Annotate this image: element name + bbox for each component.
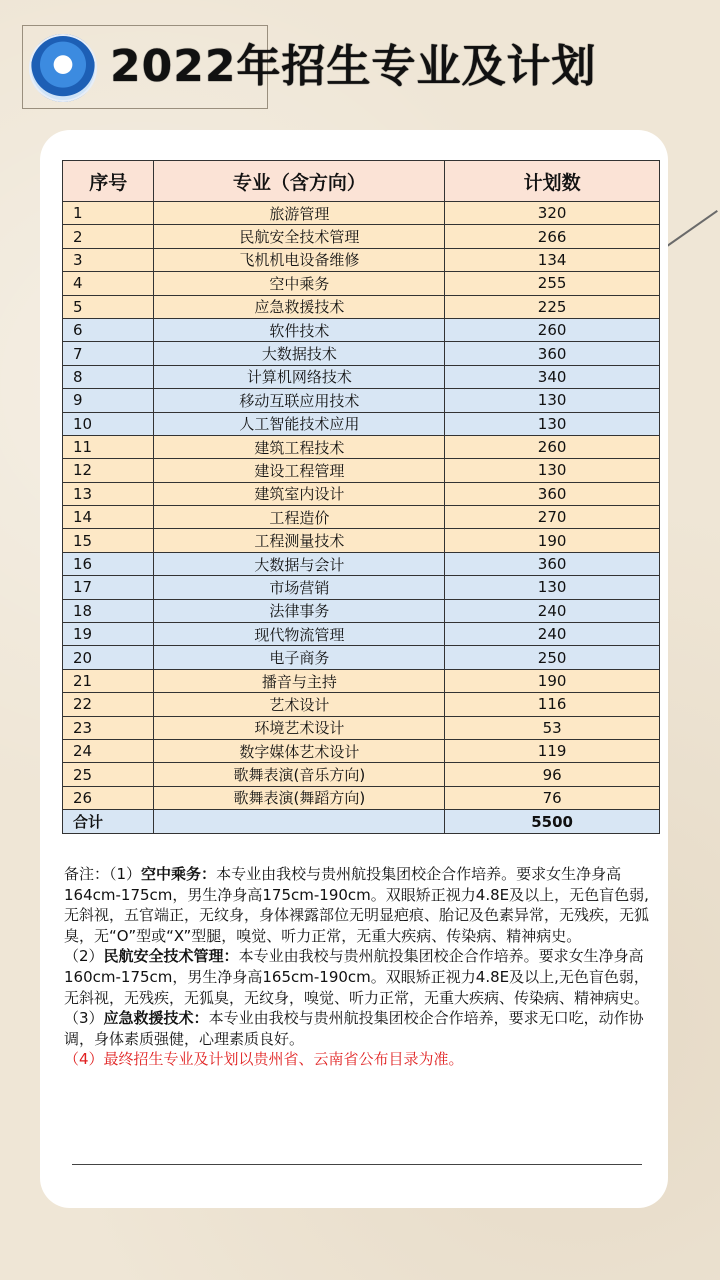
note-1-text: 本专业由我校与贵州航投集团校企合作培养。要求女生净身高164cm-175cm，男生净身高175cm-190cm。双眼矫正视力4.8E及以上，无色盲色弱,无斜视，五官端正，无纹身，身体裸露部位无明显疤痕、胎记及色素异常，无残疾，无狐臭，无“O”型或“X”型腿，嗅觉、听力正常，无重大疾病、传染病、精神病史。 [64,865,650,945]
row-major-name: 歌舞表演(舞蹈方向) [154,786,445,809]
row-number: 7 [63,342,154,365]
table-row [63,272,660,295]
row-number: 17 [63,576,154,599]
note-1-title: 空中乘务： [141,865,217,883]
table-row [63,295,660,318]
header-plan-count: 计划数 [445,161,660,202]
row-plan-count: 250 [445,646,660,669]
row-plan-count: 266 [445,225,660,248]
row-number: 24 [63,739,154,762]
note-3-title: 应急救援技术： [103,1009,209,1028]
row-major-name: 市场营销 [154,576,445,599]
row-plan-count: 130 [445,412,660,435]
header-major: 专业（含方向） [154,161,445,202]
row-number: 16 [63,552,154,575]
row-number: 18 [63,599,154,622]
table-row [63,739,660,762]
notes-section [64,864,660,1070]
table-row [63,342,660,365]
table-row [63,389,660,412]
row-number: 14 [63,506,154,529]
row-plan-count: 240 [445,599,660,622]
row-plan-count: 360 [445,342,660,365]
table-row [63,202,660,225]
note-2-title: 民航安全技术管理： [103,947,239,966]
table-row [63,576,660,599]
note-2 [64,946,660,1008]
row-major-name: 工程测量技术 [154,529,445,552]
school-logo [29,34,97,102]
table-row [63,412,660,435]
row-plan-count: 270 [445,506,660,529]
row-plan-count: 225 [445,295,660,318]
note-3-text: 本专业由我校与贵州航投集团校企合作培养，要求无口吃，动作协调，身体素质强健，心理素质良好。 [64,1009,644,1048]
total-value: 5500 [445,810,660,834]
table-body [63,202,660,810]
row-major-name: 建筑工程技术 [154,435,445,458]
table-row [63,763,660,786]
row-major-name: 播音与主持 [154,669,445,692]
row-plan-count: 240 [445,623,660,646]
total-empty-cell [154,810,445,834]
row-major-name: 大数据技术 [154,342,445,365]
row-major-name: 工程造价 [154,506,445,529]
row-number: 9 [63,389,154,412]
total-label: 合计 [63,810,154,834]
row-major-name: 艺术设计 [154,693,445,716]
note-3 [64,1008,660,1049]
page-title: 2022年招生专业及计划 [110,41,597,92]
row-number: 1 [63,202,154,225]
row-number: 21 [63,669,154,692]
row-plan-count: 360 [445,482,660,505]
header-number: 序号 [63,161,154,202]
row-major-name: 环境艺术设计 [154,716,445,739]
row-plan-count: 76 [445,786,660,809]
row-plan-count: 260 [445,318,660,341]
row-major-name: 移动互联应用技术 [154,389,445,412]
row-plan-count: 119 [445,739,660,762]
row-plan-count: 130 [445,576,660,599]
row-major-name: 民航安全技术管理 [154,225,445,248]
row-number: 12 [63,459,154,482]
row-number: 19 [63,623,154,646]
row-major-name: 建筑室内设计 [154,482,445,505]
row-plan-count: 96 [445,763,660,786]
row-number: 10 [63,412,154,435]
row-number: 23 [63,716,154,739]
row-number: 13 [63,482,154,505]
table-row [63,435,660,458]
row-number: 25 [63,763,154,786]
note-1 [64,864,660,946]
row-major-name: 软件技术 [154,318,445,341]
note-3-prefix: （3） [64,1009,104,1028]
row-plan-count: 134 [445,248,660,271]
row-plan-count: 360 [445,552,660,575]
table-row [63,482,660,505]
row-plan-count: 320 [445,202,660,225]
row-major-name: 旅游管理 [154,202,445,225]
table-row [63,552,660,575]
row-major-name: 计算机网络技术 [154,365,445,388]
row-plan-count: 53 [445,716,660,739]
table-row [63,506,660,529]
row-number: 2 [63,225,154,248]
table-header-row [63,161,660,202]
content-card [40,130,668,1208]
table-row [63,459,660,482]
row-plan-count: 190 [445,669,660,692]
row-major-name: 现代物流管理 [154,623,445,646]
page-header [22,25,702,109]
row-plan-count: 190 [445,529,660,552]
row-number: 20 [63,646,154,669]
decorative-line [659,210,717,252]
row-plan-count: 260 [445,435,660,458]
note-1-prefix: 备注：（1） [64,865,142,883]
row-number: 15 [63,529,154,552]
row-number: 22 [63,693,154,716]
table-row [63,786,660,809]
table-row [63,365,660,388]
row-number: 11 [63,435,154,458]
row-major-name: 电子商务 [154,646,445,669]
row-plan-count: 255 [445,272,660,295]
table-row [63,248,660,271]
table-row [63,623,660,646]
row-number: 5 [63,295,154,318]
row-major-name: 数字媒体艺术设计 [154,739,445,762]
enrollment-plan-table [62,160,660,834]
row-number: 26 [63,786,154,809]
row-major-name: 人工智能技术应用 [154,412,445,435]
note-2-text: 本专业由我校与贵州航投集团校企合作培养。要求女生净身高160cm-175cm，男生净身高165cm-190cm。双眼矫正视力4.8E及以上,无色盲色弱，无斜视，无残疾，无狐臭，无纹身，嗅觉、听力正常，无重大疾病、传染病、精神病史。 [64,947,650,1007]
row-number: 6 [63,318,154,341]
table-row [63,669,660,692]
table-row [63,318,660,341]
row-number: 3 [63,248,154,271]
table-row [63,716,660,739]
row-plan-count: 116 [445,693,660,716]
row-plan-count: 130 [445,459,660,482]
row-major-name: 飞机机电设备维修 [154,248,445,271]
row-number: 4 [63,272,154,295]
table-row [63,225,660,248]
row-number: 8 [63,365,154,388]
row-plan-count: 340 [445,365,660,388]
table-row [63,529,660,552]
row-plan-count: 130 [445,389,660,412]
note-2-prefix: （2） [64,947,104,966]
table-row [63,599,660,622]
bottom-divider [72,1164,642,1165]
row-major-name: 应急救援技术 [154,295,445,318]
note-4: （4）最终招生专业及计划以贵州省、云南省公布目录为准。 [64,1050,464,1069]
row-major-name: 法律事务 [154,599,445,622]
row-major-name: 建设工程管理 [154,459,445,482]
total-row [63,810,660,834]
table-row [63,646,660,669]
row-major-name: 空中乘务 [154,272,445,295]
row-major-name: 大数据与会计 [154,552,445,575]
row-major-name: 歌舞表演(音乐方向) [154,763,445,786]
table-row [63,693,660,716]
